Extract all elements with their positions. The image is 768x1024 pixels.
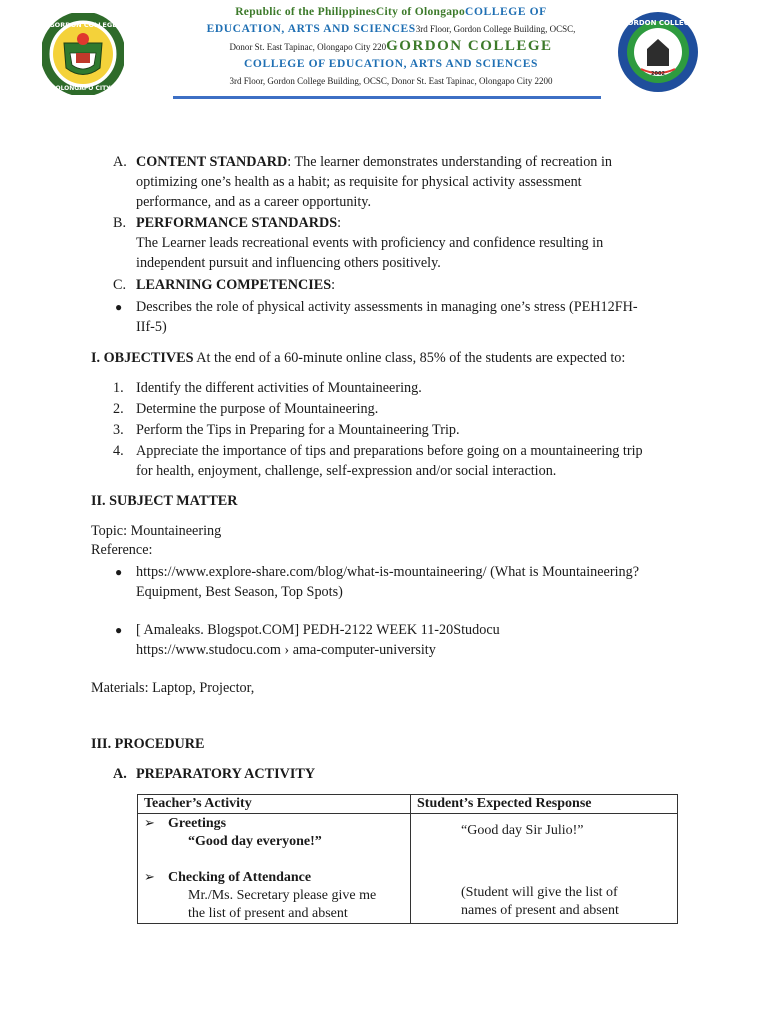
objective-text-3: Perform the Tips in Preparing for a Mountaineering Trip.: [136, 422, 460, 438]
objective-text-2: Determine the purpose of Mountaineering.: [136, 401, 379, 417]
reference-2-line-1: [ Amaleaks. Blogspot.COM] PEDH-2122 WEEK 11-20Studocu: [136, 622, 500, 638]
performance-colon: :: [337, 215, 342, 231]
objective-item-4: [136, 441, 696, 481]
greeting-line: “Good day everyone!”: [188, 834, 322, 849]
attendance-line-2: the list of present and absent: [188, 906, 348, 921]
greeting-response: “Good day Sir Julio!”: [461, 823, 584, 838]
competency-text-1: Describes the role of physical activity assessments in managing one’s stress (PEH12FH-: [136, 299, 638, 315]
competencies-colon: :: [331, 277, 336, 293]
attendance-response-1: (Student will give the list of: [461, 885, 618, 900]
learning-competencies-label: LEARNING COMPETENCIES: [136, 277, 332, 293]
objective-text-1: Identify the different activities of Mountaineering.: [136, 380, 422, 396]
standard-c-letter: C.: [113, 277, 127, 293]
greetings-label: Greetings: [168, 816, 227, 831]
education-arts-sciences-text: EDUCATION, ARTS AND SCIENCES: [206, 23, 416, 35]
objectives-heading: I. OBJECTIVES: [91, 350, 194, 366]
content-standard-label: CONTENT STANDARD: [136, 154, 288, 170]
objective-num-2: 2.: [113, 401, 124, 417]
arrow-bullet-icon: ➢: [144, 815, 155, 830]
standard-a-letter: A.: [113, 154, 127, 170]
subject-matter-heading: II. SUBJECT MATTER: [91, 493, 238, 509]
performance-standards: [136, 213, 696, 273]
table-header-row: [138, 795, 678, 814]
objective-text-4-cont: for health, enjoyment, challenge, self-expression and/or social interaction.: [136, 463, 557, 479]
performance-text-1: The Learner leads recreational events with proficiency and confidence resulting in: [136, 235, 604, 251]
objectives-section: [91, 348, 711, 368]
letterhead: [0, 0, 768, 105]
right-seal-top-text: GORDON COLLEGE: [621, 19, 695, 27]
table-row: [138, 814, 678, 924]
address-line-1: 3rd Floor, Gordon College Building, OCSC,: [415, 24, 576, 34]
attendance-line-1: Mr./Ms. Secretary please give me: [188, 888, 377, 903]
attendance-response-2: names of present and absent: [461, 903, 619, 918]
full-address: 3rd Floor, Gordon College Building, OCSC, Donor St. East Tapinac, Olongapo City 2200: [229, 76, 553, 86]
bullet-icon: ●: [115, 565, 123, 579]
content-standard-text-2: optimizing one’s health as a habit; as requisite for physical activity assessment: [136, 174, 582, 190]
republic-text: Republic of the Philippines: [235, 6, 376, 18]
reference-label: Reference:: [91, 542, 153, 558]
student-response-header: Student’s Expected Response: [411, 795, 678, 814]
objective-text-4: Appreciate the importance of tips and preparations before going on a mountaineering trip: [136, 443, 643, 459]
standard-b-letter: B.: [113, 215, 127, 231]
performance-text-2: independent pursuit and influencing others positively.: [136, 255, 441, 271]
college-department-title: COLLEGE OF EDUCATION, ARTS AND SCIENCES: [244, 58, 538, 70]
content-standard-text-3: performance, and as a career opportunity.: [136, 194, 372, 210]
objective-num-3: 3.: [113, 422, 124, 438]
arrow-bullet-icon: ➢: [144, 869, 155, 884]
header-divider: [173, 96, 601, 99]
city-text: City of Olongapo: [375, 6, 466, 18]
gordon-college-title: GORDON COLLEGE: [386, 38, 553, 54]
header-text-block: [176, 4, 606, 90]
learning-competencies: [136, 275, 335, 295]
objectives-intro: At the end of a 60-minute online class, 85% of the students are expected to:: [193, 350, 626, 366]
objective-num-4: 4.: [113, 443, 124, 459]
performance-standards-label: PERFORMANCE STANDARDS: [136, 215, 338, 231]
preparatory-activity-heading: PREPARATORY ACTIVITY: [136, 766, 316, 782]
procedure-heading: III. PROCEDURE: [91, 736, 205, 752]
attendance-label: Checking of Attendance: [168, 870, 312, 885]
svg-text:OLONGAPO CITY: OLONGAPO CITY: [55, 85, 111, 92]
teacher-activity-cell: [138, 814, 411, 924]
content-standard: [136, 152, 696, 212]
reference-item-2: [136, 620, 696, 660]
content-standard-text-1: : The learner demonstrates understanding of recreation in: [287, 154, 612, 170]
topic-line: Topic: Mountaineering: [91, 523, 222, 539]
procedure-sub-letter: A.: [113, 766, 127, 782]
competency-item: [136, 297, 696, 337]
reference-2-line-2: https://www.studocu.com › ama-computer-university: [136, 642, 436, 658]
materials-line: Materials: Laptop, Projector,: [91, 680, 255, 696]
college-of-text: COLLEGE OF: [465, 6, 547, 18]
preparatory-activity-table: [137, 794, 678, 924]
competency-text-2: IIf-5): [136, 319, 167, 335]
svg-text:GORDON COLLEGE: GORDON COLLEGE: [49, 21, 117, 29]
reference-1-line-1: https://www.explore-share.com/blog/what-is-mountaineering/ (What is Mountaineering?: [136, 564, 639, 580]
bullet-icon: ●: [115, 623, 123, 637]
bullet-icon: ●: [115, 300, 123, 314]
teacher-activity-header: Teacher’s Activity: [138, 795, 411, 814]
objective-num-1: 1.: [113, 380, 124, 396]
address-line-2: Donor St. East Tapinac, Olongapo City 220: [229, 42, 387, 52]
student-response-cell: [411, 814, 678, 924]
gordon-college-seal-right: [617, 11, 699, 93]
right-seal-year: 2002: [651, 71, 665, 77]
reference-item-1: [136, 562, 696, 602]
gordon-college-seal-left: [42, 13, 124, 95]
reference-1-line-2: Equipment, Best Season, Top Spots): [136, 584, 343, 600]
